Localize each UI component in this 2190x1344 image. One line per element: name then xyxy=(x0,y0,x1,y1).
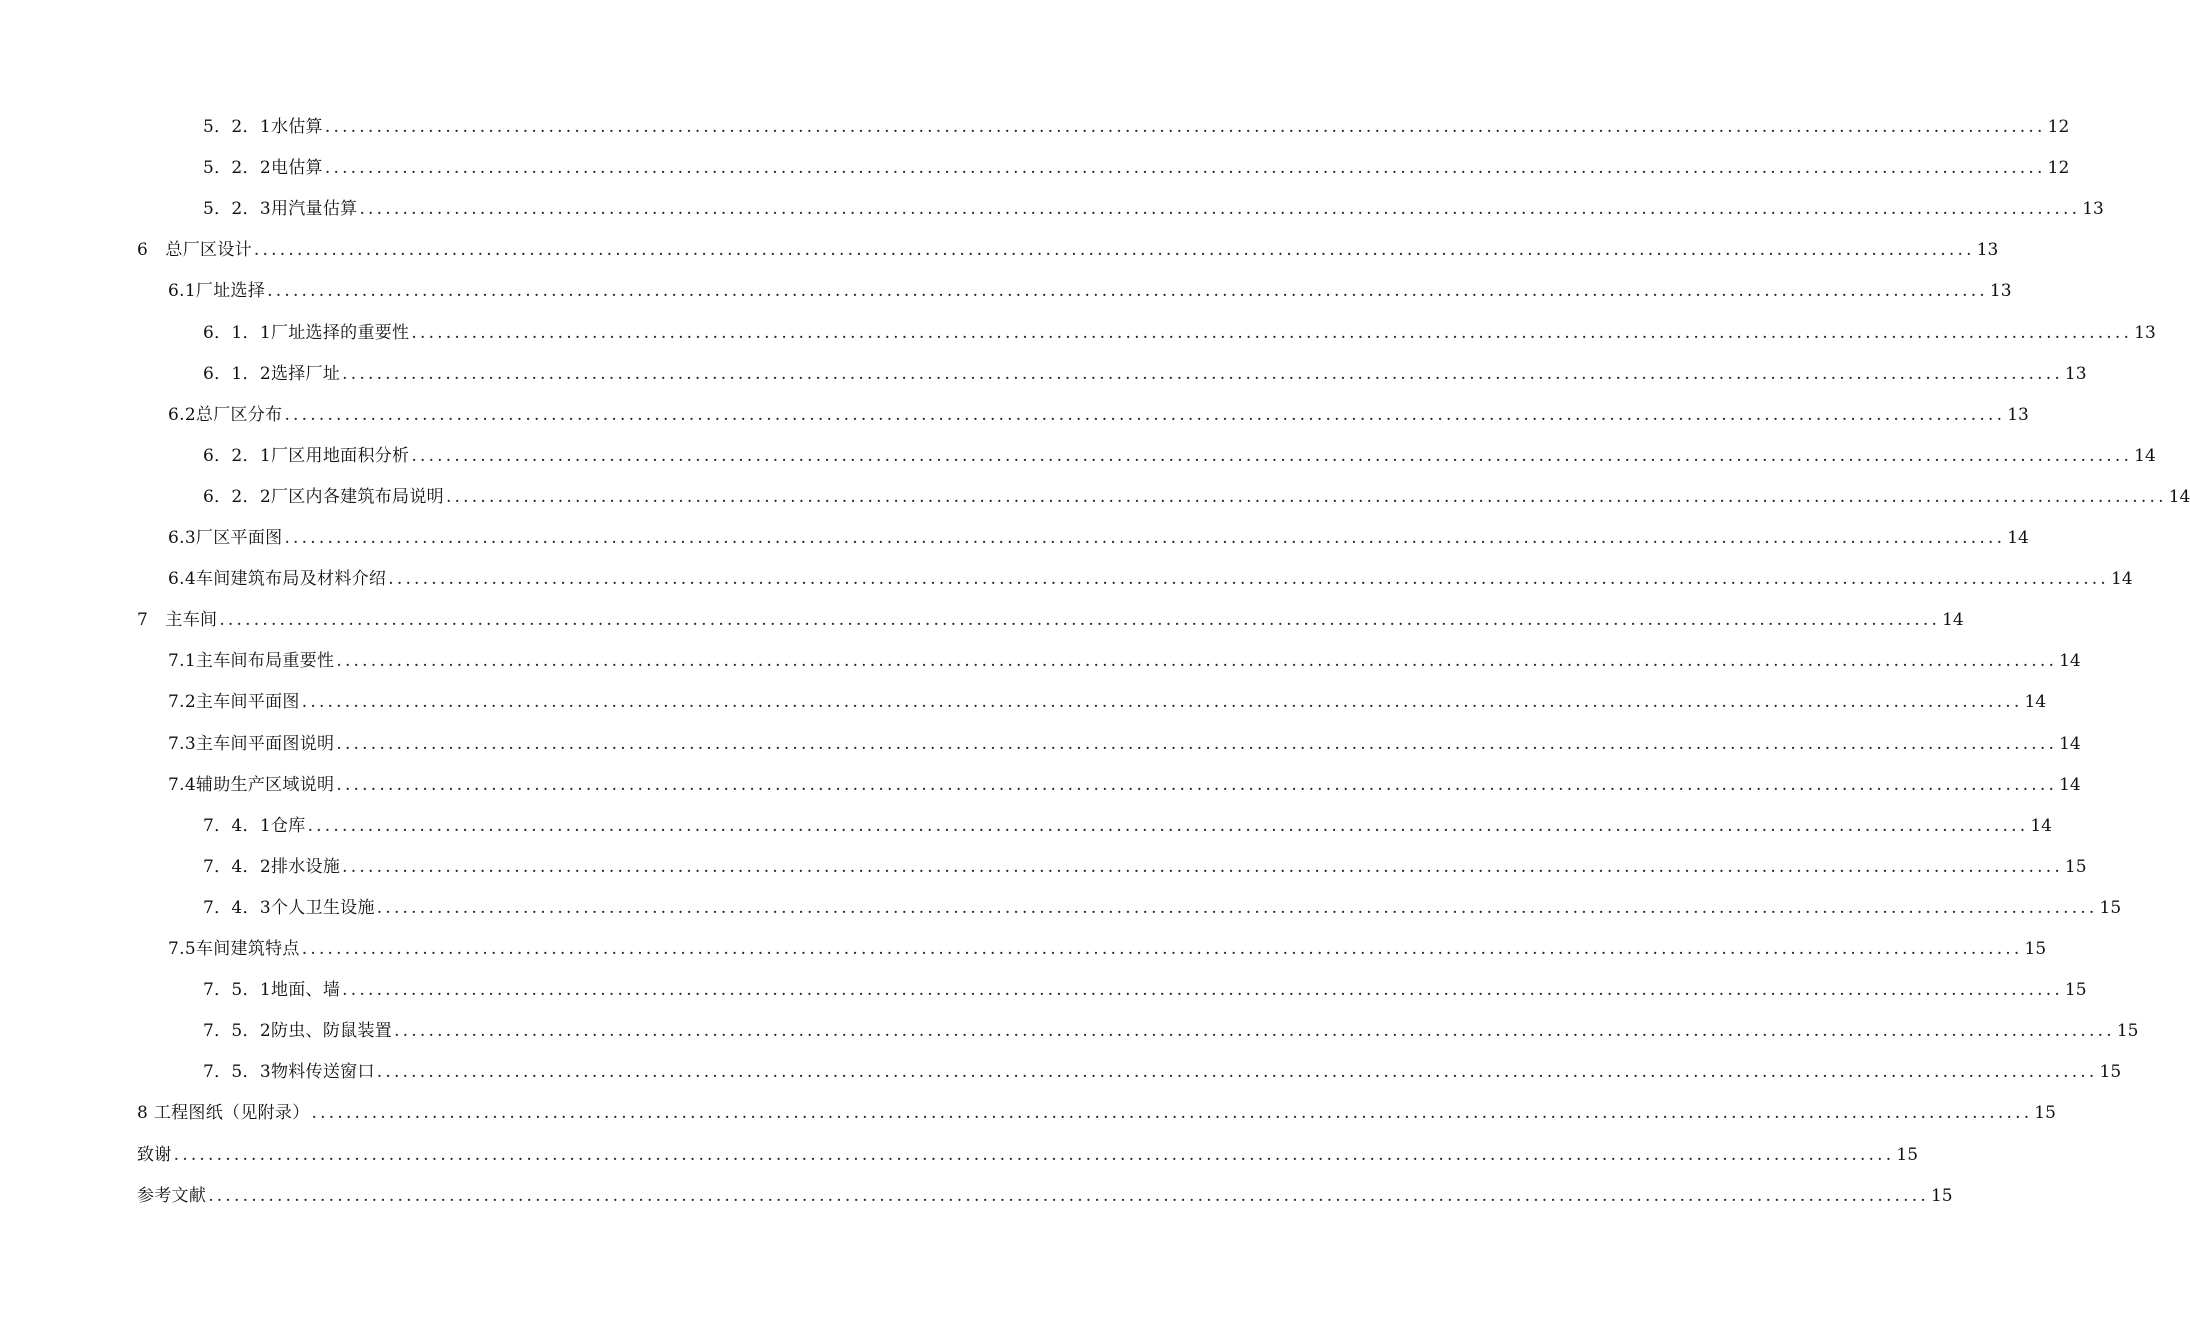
toc-dot-leader: ........................................................................................................................................................................................................ xyxy=(376,1062,2098,1083)
toc-entry[interactable] xyxy=(137,601,1964,631)
toc-entry-page-number: 14 xyxy=(2168,486,2190,507)
toc-entry-title: 7．4．3个人卫生设施 xyxy=(203,897,375,918)
toc-entry-page-number: 14 xyxy=(2024,692,2047,713)
toc-dot-leader: ........................................................................................................................................................................................................ xyxy=(208,1185,1929,1206)
toc-entry-page-number: 14 xyxy=(2059,774,2081,795)
toc-entry-page-number: 15 xyxy=(2064,980,2087,1001)
toc-entry-title: 5．2．3用汽量估算 xyxy=(203,199,358,220)
toc-entry[interactable] xyxy=(168,396,2029,426)
toc-entry-title: 6．2．2厂区内各建筑布局说明 xyxy=(203,486,444,507)
toc-entry-title: 7.4辅助生产区域说明 xyxy=(168,774,335,795)
toc-entry[interactable] xyxy=(137,231,1999,261)
toc-entry-page-number: 15 xyxy=(1896,1144,1919,1165)
toc-entry-title: 7．4．1仓库 xyxy=(203,815,306,836)
toc-entry[interactable] xyxy=(203,1012,2139,1042)
toc-entry[interactable] xyxy=(203,149,2070,179)
toc-entry-page-number: 15 xyxy=(1930,1185,1953,1206)
toc-entry-page-number: 14 xyxy=(2030,815,2052,836)
toc-entry-title: 6．2．1厂区用地面积分析 xyxy=(203,445,410,466)
toc-entry-title: 7 主车间 xyxy=(137,610,218,631)
toc-dot-leader: ........................................................................................................................................................................................................ xyxy=(394,1021,2115,1042)
toc-entry-page-number: 13 xyxy=(1976,240,1999,261)
toc-entry-page-number: 15 xyxy=(2034,1103,2056,1124)
toc-entry[interactable] xyxy=(203,889,2122,919)
toc-entry-page-number: 12 xyxy=(2047,158,2070,179)
toc-dot-leader: ........................................................................................................................................................................................................ xyxy=(324,158,2046,179)
toc-entry[interactable] xyxy=(168,560,2133,590)
toc-entry-title: 参考文献 xyxy=(137,1185,207,1206)
toc-dot-leader: ........................................................................................................................................................................................................ xyxy=(411,322,2133,343)
toc-entry[interactable] xyxy=(203,848,2087,878)
toc-entry-title: 6 总厂区设计 xyxy=(137,240,252,261)
toc-dot-leader: ........................................................................................................................................................................................................ xyxy=(219,610,1941,631)
toc-dot-leader: ........................................................................................................................................................................................................ xyxy=(311,1103,2033,1124)
toc-dot-leader: ........................................................................................................................................................................................................ xyxy=(445,486,2167,507)
toc-entry-page-number: 15 xyxy=(2024,939,2047,959)
toc-entry-title: 7．5．1地面、墙 xyxy=(203,980,341,1001)
toc-entry-page-number: 14 xyxy=(2134,445,2156,466)
toc-dot-leader: ........................................................................................................................................................................................................ xyxy=(336,651,2058,672)
toc-entry-title: 6.1厂址选择 xyxy=(168,281,266,302)
toc-entry-page-number: 15 xyxy=(2116,1021,2139,1042)
toc-entry-title: 8 工程图纸（见附录） xyxy=(137,1103,310,1124)
toc-entry-title: 致谢 xyxy=(137,1144,172,1165)
toc-entry[interactable] xyxy=(203,1053,2122,1083)
toc-entry[interactable] xyxy=(203,437,2156,467)
toc-entry[interactable] xyxy=(137,1136,1919,1166)
toc-entry-title: 7．5．2防虫、防鼠装置 xyxy=(203,1021,393,1042)
toc-dot-leader: ........................................................................................................................................................................................................ xyxy=(376,897,2098,918)
toc-entry-title: 6．1．1厂址选择的重要性 xyxy=(203,322,410,343)
toc-entry[interactable] xyxy=(168,683,2047,713)
toc-entry-page-number: 15 xyxy=(2064,856,2087,877)
toc-entry-title: 7.5车间建筑特点 xyxy=(168,939,300,959)
toc-entry-title: 5．2．2电估算 xyxy=(203,158,323,179)
toc-entry-title: 6．1．2选择厂址 xyxy=(203,363,341,384)
toc-dot-leader: ........................................................................................................................................................................................................ xyxy=(301,692,2023,713)
toc-dot-leader: ........................................................................................................................................................................................................ xyxy=(342,363,2063,384)
toc-dot-leader: ........................................................................................................................................................................................................ xyxy=(388,569,2110,590)
toc-entry[interactable] xyxy=(203,971,2087,1001)
toc-entry-page-number: 14 xyxy=(2007,528,2029,548)
toc-entry[interactable] xyxy=(168,272,2012,302)
toc-entry-page-number: 13 xyxy=(1989,281,2012,302)
toc-entry-page-number: 14 xyxy=(1942,610,1964,631)
toc-entry[interactable] xyxy=(168,725,2081,755)
toc-dot-leader: ........................................................................................................................................................................................................ xyxy=(336,733,2058,754)
toc-dot-leader: ........................................................................................................................................................................................................ xyxy=(284,528,2006,548)
toc-entry-title: 7.3主车间平面图说明 xyxy=(168,733,335,754)
toc-entry-title: 6.2总厂区分布 xyxy=(168,404,283,425)
toc-dot-leader: ........................................................................................................................................................................................................ xyxy=(284,404,2006,425)
toc-dot-leader: ........................................................................................................................................................................................................ xyxy=(359,199,2081,220)
toc-entry[interactable] xyxy=(137,1177,1953,1207)
toc-entry[interactable] xyxy=(168,642,2081,672)
toc-entry-page-number: 15 xyxy=(2099,1062,2122,1083)
toc-entry-title: 7.1主车间布局重要性 xyxy=(168,651,335,672)
toc-dot-leader: ........................................................................................................................................................................................................ xyxy=(324,117,2046,137)
toc-dot-leader: ........................................................................................................................................................................................................ xyxy=(411,445,2133,466)
toc-entry[interactable] xyxy=(203,190,2104,220)
toc-entry-title: 7．5．3物料传送窗口 xyxy=(203,1062,375,1083)
toc-entry-title: 6.3厂区平面图 xyxy=(168,528,283,548)
toc-dot-leader: ........................................................................................................................................................................................................ xyxy=(342,856,2063,877)
toc-entry[interactable] xyxy=(203,314,2156,344)
toc-entry-page-number: 13 xyxy=(2082,199,2104,220)
toc-entry[interactable] xyxy=(137,1094,2056,1124)
toc-dot-leader: ........................................................................................................................................................................................................ xyxy=(173,1144,1895,1165)
toc-entry-page-number: 13 xyxy=(2064,363,2087,384)
toc-entry-page-number: 14 xyxy=(2111,569,2133,590)
toc-entry-page-number: 13 xyxy=(2007,404,2029,425)
toc-entry-title: 7.2主车间平面图 xyxy=(168,692,300,713)
toc-entry[interactable] xyxy=(203,355,2087,385)
toc-entry-title: 6.4车间建筑布局及材料介绍 xyxy=(168,569,387,590)
toc-entry-page-number: 14 xyxy=(2059,733,2081,754)
toc-dot-leader: ........................................................................................................................................................................................................ xyxy=(253,240,1975,261)
toc-dot-leader: ........................................................................................................................................................................................................ xyxy=(307,815,2029,836)
toc-entry-page-number: 12 xyxy=(2047,117,2070,137)
toc-entry[interactable] xyxy=(203,807,2052,837)
toc-entry[interactable] xyxy=(168,519,2029,549)
toc-dot-leader: ........................................................................................................................................................................................................ xyxy=(336,774,2058,795)
toc-entry-page-number: 14 xyxy=(2059,651,2081,672)
toc-entry[interactable] xyxy=(203,478,2190,508)
toc-dot-leader: ........................................................................................................................................................................................................ xyxy=(267,281,1988,302)
toc-entry-page-number: 13 xyxy=(2134,322,2156,343)
toc-entry[interactable] xyxy=(168,930,2047,960)
toc-entry-title: 7．4．2排水设施 xyxy=(203,856,341,877)
toc-dot-leader: ........................................................................................................................................................................................................ xyxy=(342,980,2063,1001)
toc-entry-page-number: 15 xyxy=(2099,897,2122,918)
toc-entry-title: 5．2．1水估算 xyxy=(203,117,323,137)
toc-dot-leader: ........................................................................................................................................................................................................ xyxy=(301,939,2023,959)
toc-entry[interactable] xyxy=(168,766,2081,796)
toc-entry[interactable] xyxy=(203,108,2070,138)
